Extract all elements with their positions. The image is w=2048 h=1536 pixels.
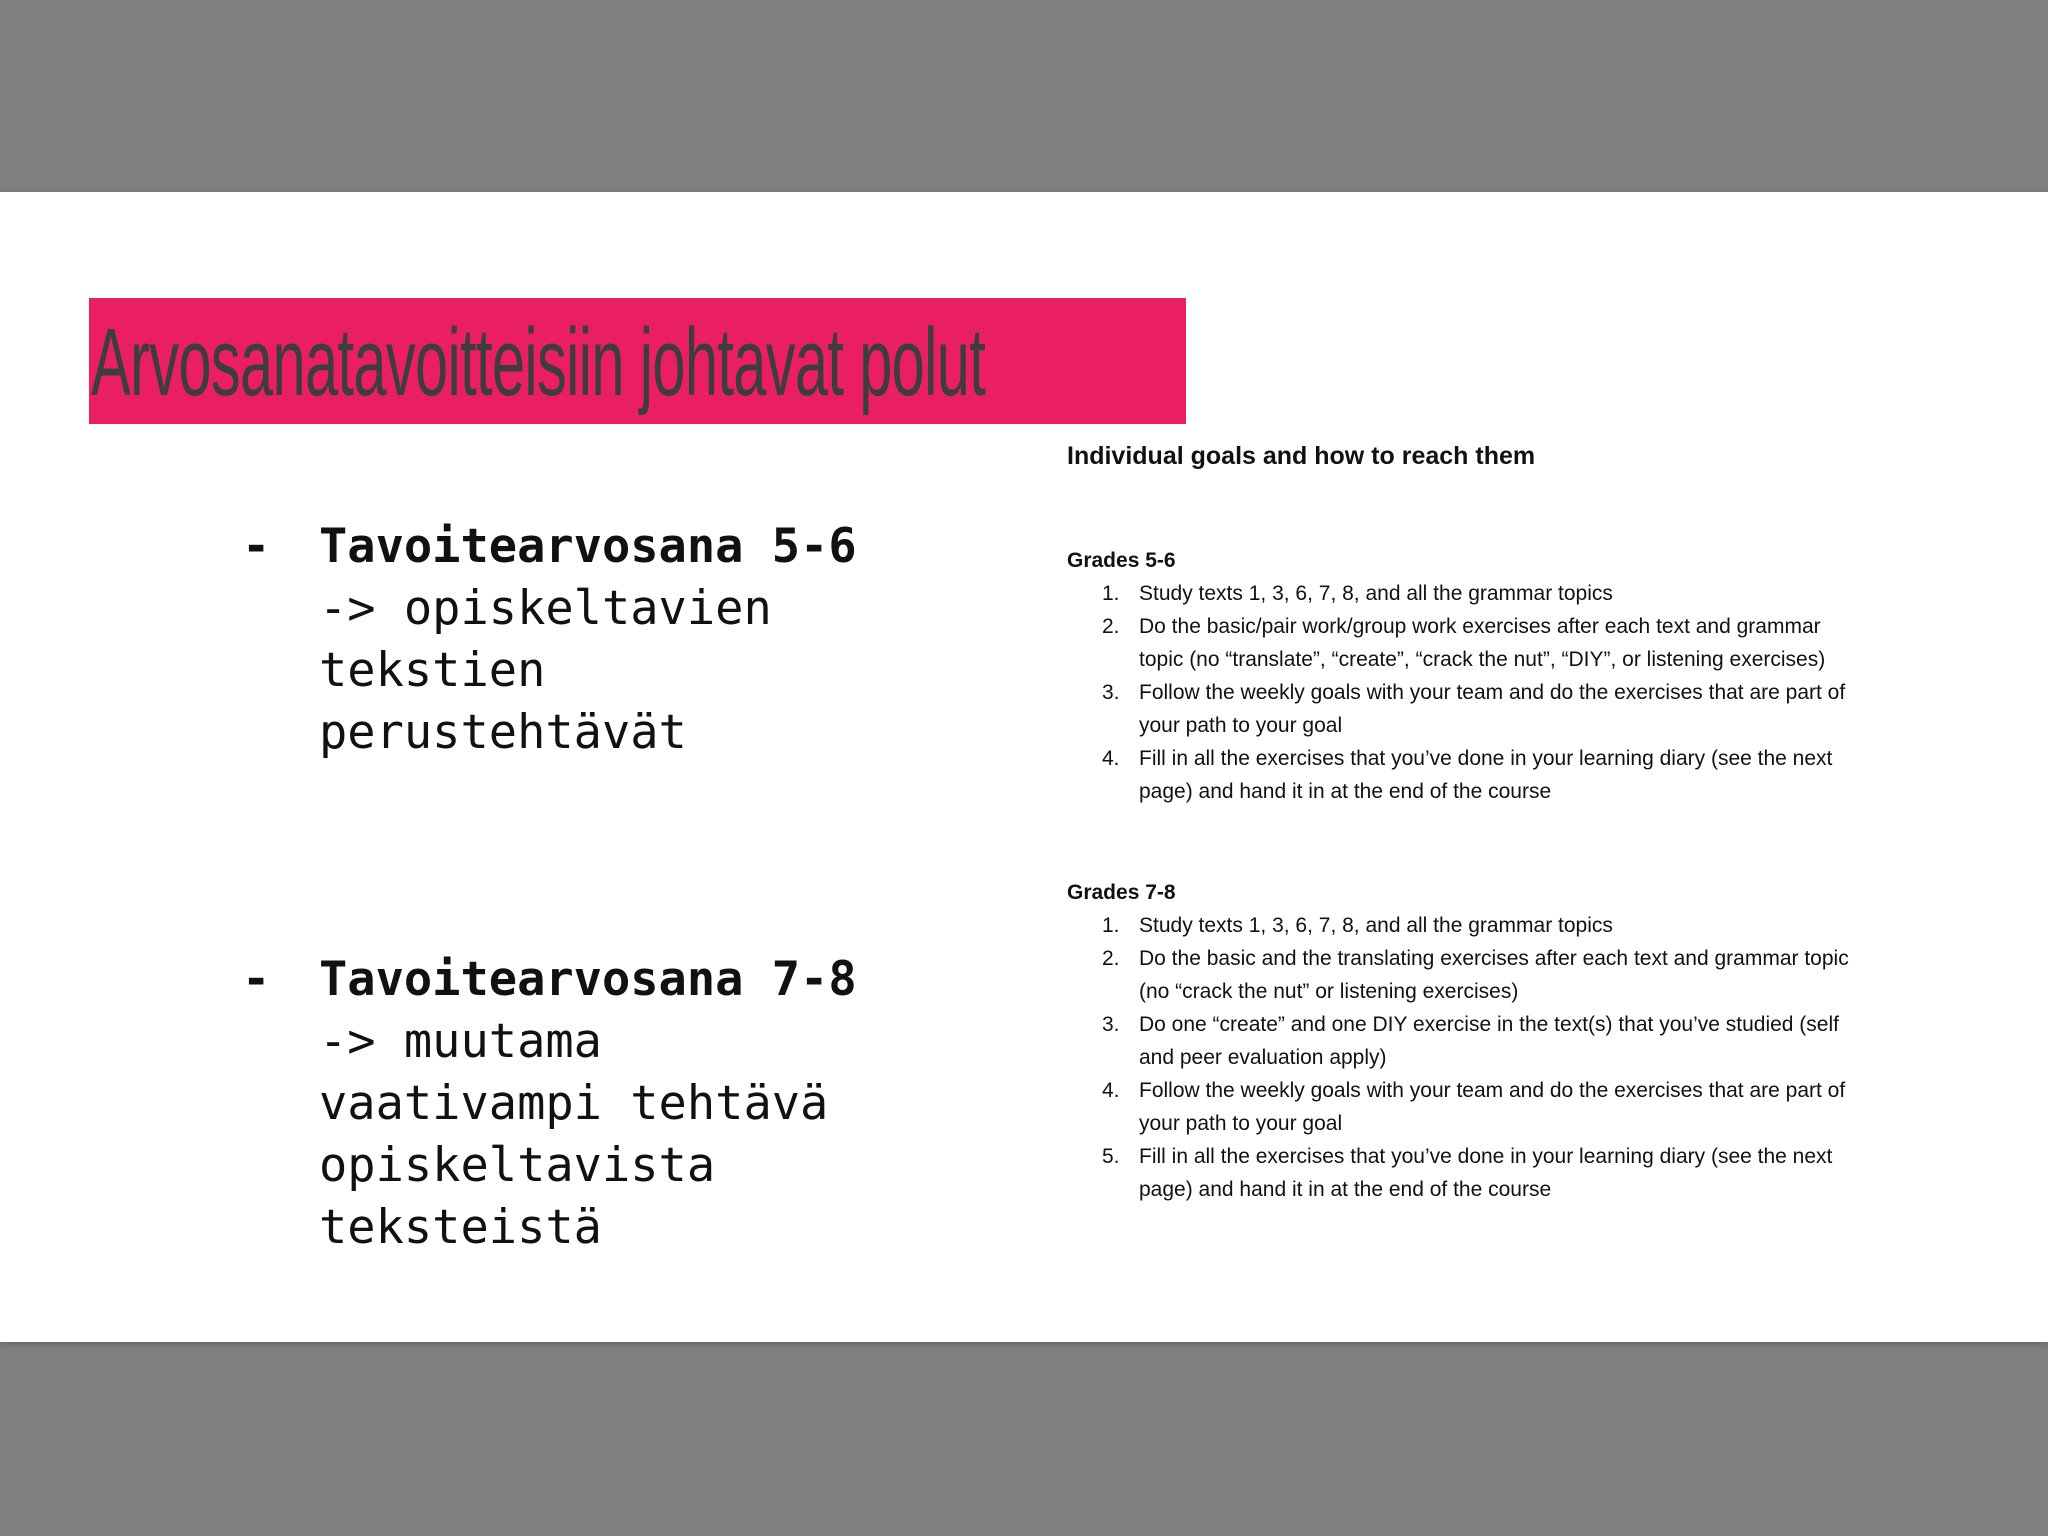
item-text: (no “crack the nut” or listening exercises): [1139, 980, 1519, 1003]
item-text: Study texts 1, 3, 6, 7, 8, and all the grammar topics: [1139, 914, 1613, 937]
item-text: Fill in all the exercises that you’ve done in your learning diary (see the next: [1139, 1145, 1833, 1168]
bullet-body: [319, 949, 1039, 1259]
list-item: [1067, 742, 1917, 808]
item-text: page) and hand it in at the end of the course: [1139, 1178, 1552, 1201]
item-number: 1.: [1102, 914, 1120, 937]
slide-title: Arvosanatavoitteisiin johtavat polut: [91, 309, 986, 416]
section-heading: Grades 7-8: [1067, 881, 1176, 904]
bullet-dash: -: [242, 952, 271, 1007]
item-text: Do the basic/pair work/group work exercises after each text and grammar: [1139, 615, 1821, 638]
presentation-slide: [0, 192, 2048, 1342]
list-item: [1067, 1140, 1917, 1206]
item-text: Do one “create” and one DIY exercise in the text(s) that you’ve studied (self: [1139, 1013, 1839, 1036]
item-text: Follow the weekly goals with your team and do the exercises that are part of: [1139, 681, 1846, 704]
item-text: Study texts 1, 3, 6, 7, 8, and all the grammar topics: [1139, 582, 1613, 605]
list-item: [1067, 676, 1917, 742]
goal-list: [1067, 577, 1917, 808]
item-number: 3.: [1102, 1013, 1120, 1036]
section-heading: Grades 5-6: [1067, 549, 1176, 572]
item-text: your path to your goal: [1139, 714, 1343, 737]
bullet-line: teksteistä: [319, 1200, 602, 1255]
item-number: 2.: [1102, 615, 1120, 638]
list-item: [1067, 577, 1917, 610]
item-number: 2.: [1102, 947, 1120, 970]
item-number: 5.: [1102, 1145, 1120, 1168]
item-text: and peer evaluation apply): [1139, 1046, 1387, 1069]
list-item: [1067, 1008, 1917, 1074]
item-number: 3.: [1102, 681, 1120, 704]
list-item: [1067, 942, 1917, 1008]
section-grades-5-6: [1067, 544, 1917, 808]
item-text: Follow the weekly goals with your team and do the exercises that are part of: [1139, 1079, 1846, 1102]
list-item: [1067, 610, 1917, 676]
item-text: topic (no “translate”, “create”, “crack the nut”, “DIY”, or listening exercises): [1139, 648, 1826, 671]
bullet-dash: -: [242, 519, 271, 574]
bullet-body: [319, 516, 1039, 764]
item-text: your path to your goal: [1139, 1112, 1343, 1135]
item-text: page) and hand it in at the end of the course: [1139, 780, 1552, 803]
bullet-line: vaativampi tehtävä: [319, 1076, 829, 1131]
bullet-line: -> muutama: [319, 1014, 602, 1069]
bullet-line: tekstien: [319, 643, 546, 698]
bullet-line: -> opiskeltavien: [319, 581, 772, 636]
item-number: 1.: [1102, 582, 1120, 605]
list-item: [1067, 1074, 1917, 1140]
section-grades-7-8: [1067, 876, 1917, 1206]
title-highlight: [89, 298, 1186, 424]
bullet-line: opiskeltavista: [319, 1138, 716, 1193]
item-number: 4.: [1102, 747, 1120, 770]
item-number: 4.: [1102, 1079, 1120, 1102]
bullet-heading: Tavoitearvosana 5-6: [319, 519, 857, 574]
bullet-line: perustehtävät: [319, 705, 687, 760]
item-text: Do the basic and the translating exercises after each text and grammar topic: [1139, 947, 1849, 970]
bullet-heading: Tavoitearvosana 7-8: [319, 952, 857, 1007]
document-title: Individual goals and how to reach them: [1067, 442, 1536, 470]
list-item: [1067, 909, 1917, 942]
goal-list: [1067, 909, 1917, 1206]
item-text: Fill in all the exercises that you’ve done in your learning diary (see the next: [1139, 747, 1833, 770]
